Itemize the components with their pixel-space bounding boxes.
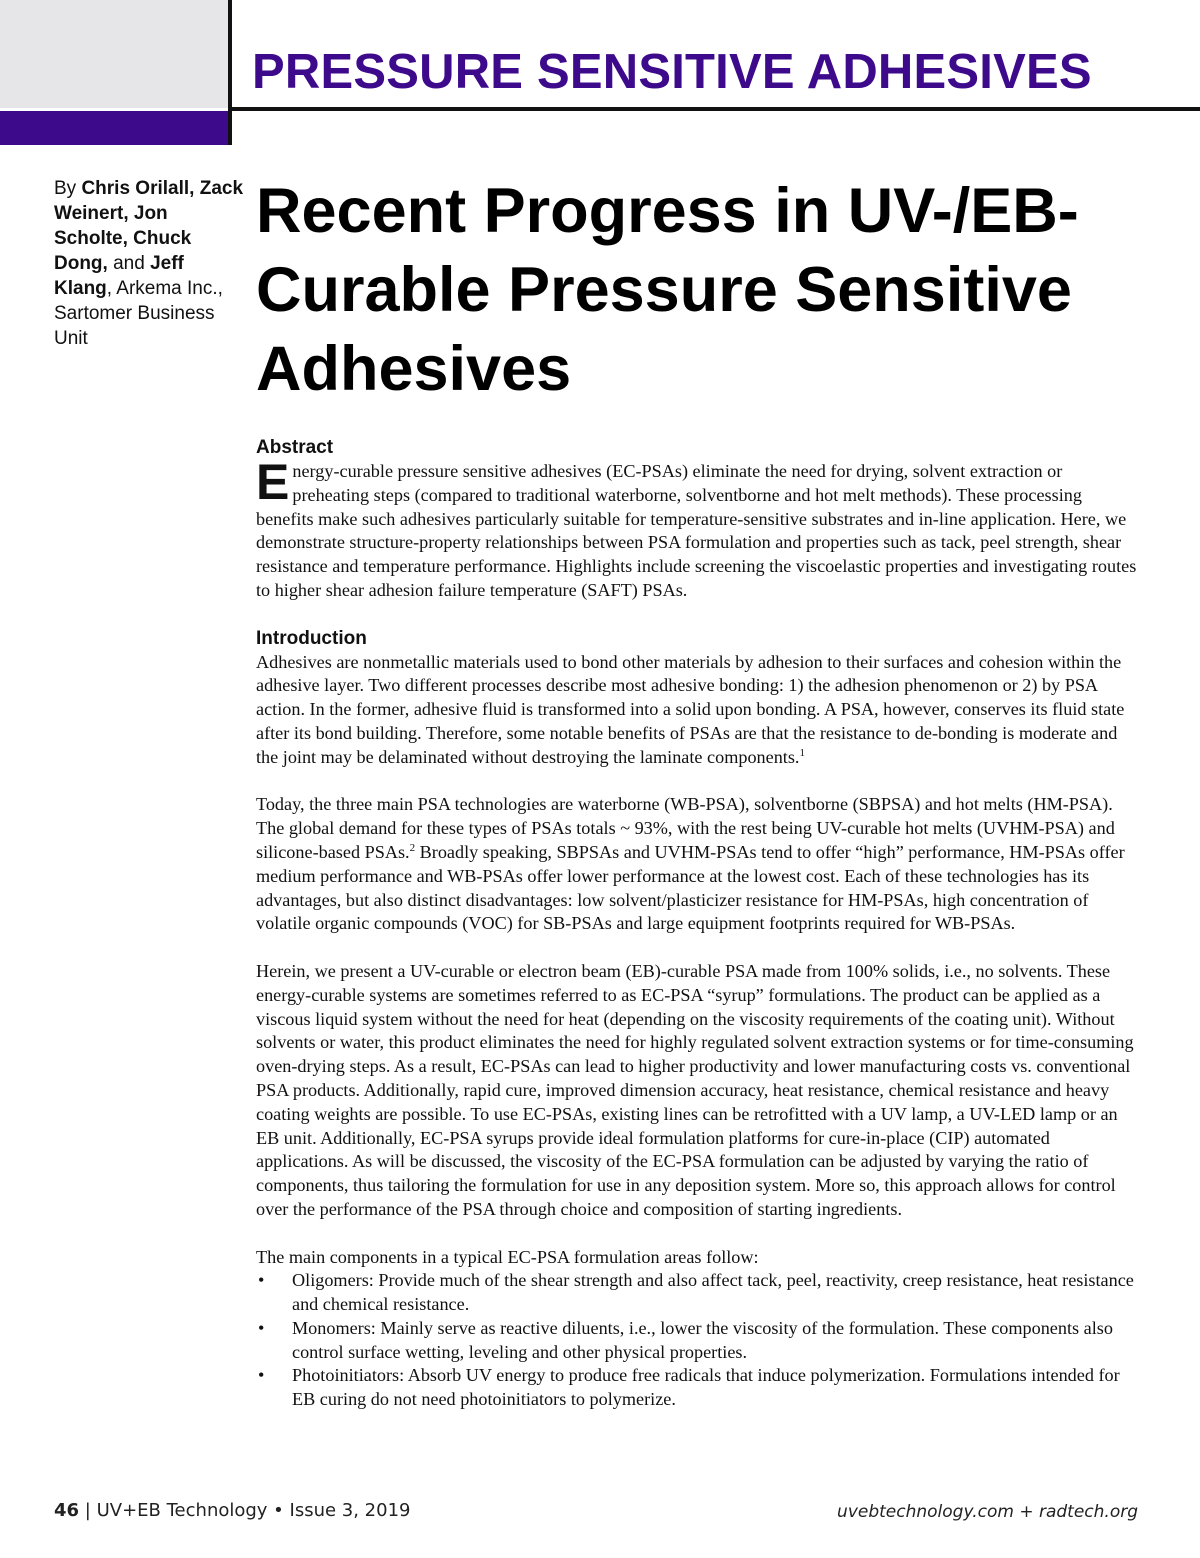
intro-paragraph-2a-text: Today, the three main PSA technologies are waterborne (WB-PSA), solventborne (SBPSA) and hot melts (HM-PSA). The global demand for these types of PSAs totals ~ 93%, with the rest being UV-curable hot melts (UVHM-PSA) and silicone-based PSAs. bbox=[256, 794, 1115, 862]
header-purple-bar bbox=[0, 111, 230, 145]
abstract-dropcap: E bbox=[256, 454, 290, 510]
author-jeff-klang: Jeff Klang bbox=[54, 253, 184, 299]
header-gray-block bbox=[0, 0, 228, 108]
list-item bbox=[256, 1269, 1140, 1317]
publication-info: UV+EB Technology • Issue 3, 2019 bbox=[96, 1500, 411, 1521]
author-chris-orilall: Chris Orilall, bbox=[81, 178, 195, 199]
list-item bbox=[256, 1364, 1140, 1412]
intro-paragraph-1-text: Adhesives are nonmetallic materials used to bond other materials by adhesion to their surfaces and cohesion within the adhesive layer. Two different processes describe most adhesive bonding: 1) the adhesion phenomenon or 2) by PSA action. In the former, adhesive fluid is transformed into a solid upon bonding. A PSA, however, conserves its fluid state after its bond building. Therefore, some notable benefits of PSAs are that the resistance to de-bonding is moderate and the joint may be delaminated without destroying the laminate components. bbox=[256, 651, 1125, 767]
authors-weinert-scholte-dong: Zack Weinert, Jon Scholte, Chuck Dong, bbox=[54, 178, 244, 274]
section-title: PRESSURE SENSITIVE ADHESIVES bbox=[252, 45, 1092, 99]
introduction-heading: Introduction bbox=[256, 627, 367, 649]
bullet-icon: • bbox=[258, 1365, 265, 1386]
byline-prefix: By bbox=[54, 178, 82, 199]
article-body bbox=[256, 436, 1140, 1412]
bullet-icon: • bbox=[258, 1270, 265, 1291]
footnote-ref-1: 1 bbox=[799, 746, 805, 759]
abstract-text: nergy-curable pressure sensitive adhesives (EC-PSAs) eliminate the need for drying, solvent extraction or preheating steps (compared to traditional waterborne, solventborne and hot melt methods). These processing benefits make such adhesives particularly suitable for temperature-sensitive substrates and in-line application. Here, we demonstrate structure-property relationships between PSA formulation and properties such as tack, peel strength, shear resistance and temperature performance. Highlights include screening the viscoelastic properties and investigating routes to higher shear adhesion failure temperature (SAFT) PSAs. bbox=[256, 461, 1137, 600]
page-number: 46 bbox=[54, 1500, 80, 1521]
footer-left bbox=[54, 1498, 410, 1524]
list-item-text: Oligomers: Provide much of the shear strength and also affect tack, peel, reactivity, creep resistance, heat resistance and chemical resistance. bbox=[292, 1270, 1134, 1315]
byline bbox=[54, 176, 244, 351]
abstract-heading: Abstract bbox=[256, 437, 334, 458]
components-list bbox=[256, 1269, 1140, 1412]
byline-and: and bbox=[107, 253, 151, 274]
header-horizontal-rule bbox=[232, 107, 1200, 111]
byline-affiliation: , Arkema Inc., Sartomer Business Unit bbox=[54, 278, 223, 349]
footnote-ref-2: 2 bbox=[409, 841, 416, 854]
list-item bbox=[256, 1317, 1140, 1365]
intro-paragraph-1 bbox=[256, 651, 1140, 770]
article-title: Recent Progress in UV-/EB-Curable Pressure Sensitive Adhesives bbox=[256, 176, 1079, 404]
intro-paragraph-4: The main components in a typical EC-PSA formulation areas follow: bbox=[256, 1246, 759, 1267]
list-item-text: Monomers: Mainly serve as reactive diluents, i.e., lower the viscosity of the formulation. These components also control surface wetting, leveling and other physical properties. bbox=[292, 1317, 1113, 1362]
intro-paragraph-3: Herein, we present a UV-curable or electron beam (EB)-curable PSA made from 100% solids, i.e., no solvents. These energy-curable systems are sometimes referred to as EC-PSA “syrup” formulations. The product can be applied as a viscous liquid system without the need for heat (depending on the viscosity requirements of the coating unit). Without solvents or water, this product eliminates the need for highly regulated solvent extraction systems or for time-consuming oven-drying steps. As a result, EC-PSAs can lead to higher productivity and lower manufacturing costs vs. conventional PSA products. Additionally, rapid cure, improved dimension accuracy, heat resistance, chemical resistance and heavy coating weights are possible. To use EC-PSAs, existing lines can be retrofitted with a UV lamp, a UV-LED lamp or an EB unit. Additionally, EC-PSA syrups provide ideal formulation platforms for cure-in-place (CIP) automated applications. As will be discussed, the viscosity of the EC-PSA formulation can be adjusted by varying the ratio of components, thus tailoring the formulation for use in any deposition system. More so, this approach allows for control over the performance of the PSA through choice and composition of starting ingredients. bbox=[256, 960, 1134, 1219]
footer-websites: uvebtechnology.com + radtech.org bbox=[837, 1502, 1138, 1522]
list-item-text: Photoinitiators: Absorb UV energy to produce free radicals that induce polymerization. Formulations intended for EB curing do not need photoinitiators to polymerize. bbox=[292, 1365, 1120, 1410]
bullet-icon: • bbox=[258, 1317, 265, 1338]
header-vertical-rule bbox=[228, 0, 232, 145]
footer-separator: | bbox=[84, 1500, 91, 1521]
intro-paragraph-2b-text: Broadly speaking, SBPSAs and UVHM-PSAs tend to offer “high” performance, HM-PSAs offer medium performance and WB-PSAs offer lower performance at the lowest cost. Each of these technologies has its advantages, but also distinct disadvantages: low solvent/plasticizer resistance for HM-PSAs, high concentration of volatile organic compounds (VOC) for SB-PSAs and large equipment footprints required for WB-PSAs. bbox=[256, 841, 1125, 934]
abstract-paragraph bbox=[256, 454, 1140, 603]
intro-paragraph-2 bbox=[256, 793, 1140, 936]
